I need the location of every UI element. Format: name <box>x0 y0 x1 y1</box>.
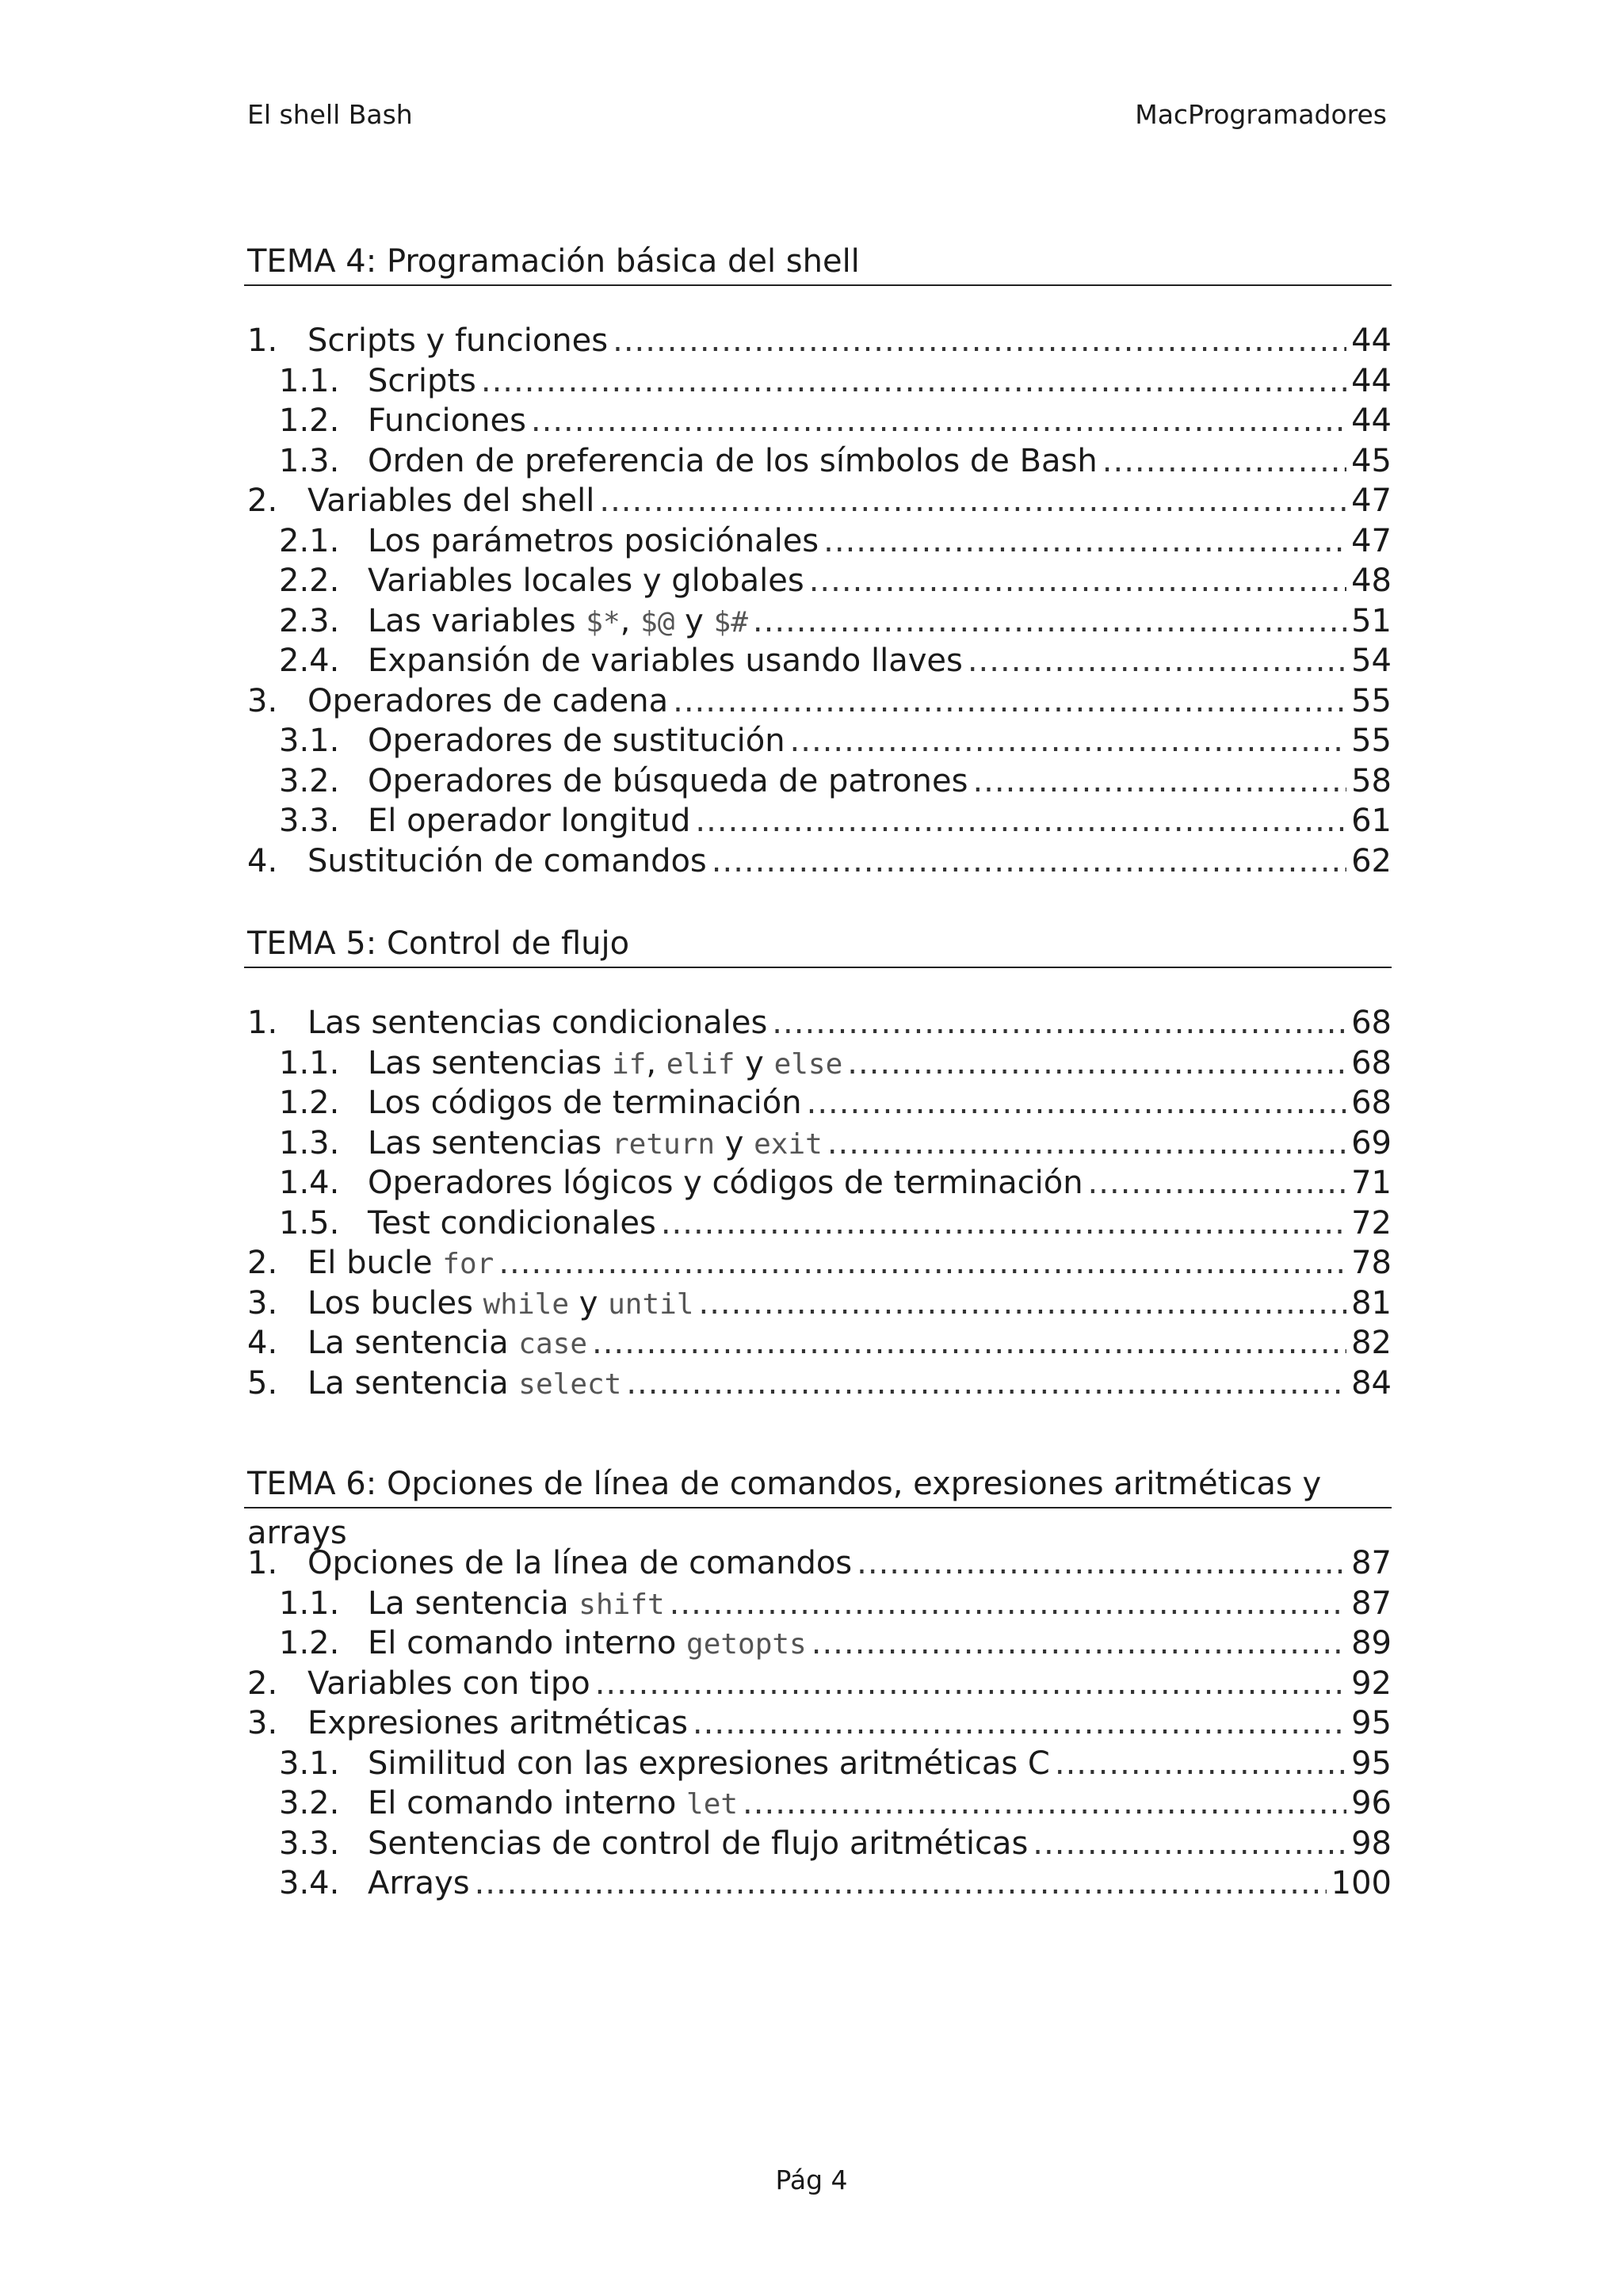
toc-entry-number: 2.3. <box>279 602 340 639</box>
toc-entry <box>244 441 1392 482</box>
toc-entry-page: 68 <box>1351 1085 1392 1121</box>
toc-entry-title <box>368 401 526 441</box>
title-text: Variables locales y globales <box>368 563 804 599</box>
toc-entry-number: 1.3. <box>279 442 340 479</box>
toc-entry <box>244 401 1392 441</box>
toc-entry-page: 54 <box>1351 643 1392 679</box>
title-text: Las sentencias condicionales <box>307 1005 768 1041</box>
toc-entry-line <box>368 1163 1392 1203</box>
code-keyword: $# <box>713 605 748 639</box>
toc-entry <box>244 481 1392 521</box>
toc-entry-line <box>368 1623 1392 1665</box>
toc-entry-title <box>307 1664 590 1704</box>
toc-entry-number: 3. <box>247 1284 278 1322</box>
code-keyword: let <box>686 1788 739 1821</box>
code-keyword: until <box>608 1287 694 1321</box>
dot-leader <box>753 601 1346 642</box>
toc-entry-title <box>307 1003 767 1043</box>
toc-entry <box>244 841 1392 882</box>
toc-entry-line <box>368 1083 1392 1123</box>
code-keyword: exit <box>754 1127 823 1161</box>
toc-entry <box>244 1783 1392 1824</box>
code-keyword: for <box>442 1248 495 1280</box>
toc-entry-line <box>368 1203 1392 1244</box>
toc-entry-line <box>368 1863 1392 1904</box>
dot-leader <box>613 321 1346 361</box>
toc-entry-title <box>368 1623 807 1665</box>
title-text: Arrays <box>368 1865 470 1901</box>
toc-entry-line <box>368 721 1392 761</box>
toc-entry <box>244 1283 1392 1324</box>
toc-entry <box>244 1863 1392 1904</box>
toc-entry-title <box>307 1243 494 1285</box>
toc-entry-line <box>368 601 1392 643</box>
title-text: Scripts <box>368 362 476 399</box>
title-text: y <box>735 1044 774 1081</box>
dot-leader <box>827 1123 1346 1164</box>
toc-entry-number: 3.2. <box>279 1785 340 1821</box>
title-text: Expresiones aritméticas <box>307 1705 688 1741</box>
dot-leader <box>809 561 1346 601</box>
dot-leader <box>807 1083 1346 1123</box>
title-text: Sustitución de comandos <box>307 842 707 879</box>
code-keyword: else <box>773 1047 843 1081</box>
toc-entry-page: 44 <box>1351 362 1392 399</box>
toc-entry-page: 78 <box>1351 1245 1392 1281</box>
toc-entry-number: 4. <box>247 1325 278 1361</box>
toc-entry-page: 55 <box>1351 682 1392 719</box>
dot-leader <box>772 1003 1346 1043</box>
toc-entry-number: 2.1. <box>279 522 340 559</box>
title-text: Los parámetros posiciónales <box>368 522 819 559</box>
title-text: Similitud con las expresiones aritméticas C <box>368 1745 1050 1782</box>
toc-section-tema-5 <box>244 919 1392 1403</box>
toc-entry-page: 89 <box>1351 1625 1392 1661</box>
toc-entry <box>244 521 1392 562</box>
toc-entry-line <box>307 1703 1392 1744</box>
toc-entry-title <box>307 1703 688 1744</box>
toc-entry <box>244 1003 1392 1043</box>
toc-entry-line <box>368 801 1392 841</box>
title-text: Orden de preferencia de los símbolos de Bash <box>368 442 1098 479</box>
title-text: y <box>715 1124 754 1161</box>
toc-entry-title <box>307 1363 621 1405</box>
toc-entry <box>244 1664 1392 1704</box>
toc-entry <box>244 1744 1392 1784</box>
title-text: Sentencias de control de flujo aritméticas <box>368 1825 1029 1862</box>
toc-entry-page: 45 <box>1351 442 1392 479</box>
dot-leader <box>673 681 1346 722</box>
toc-section-tema-4 <box>244 237 1392 881</box>
toc-entry-page: 100 <box>1331 1865 1392 1901</box>
title-text: Operadores de cadena <box>307 682 669 719</box>
toc-entry-page: 62 <box>1351 842 1392 879</box>
title-text: Operadores de búsqueda de patrones <box>368 762 968 799</box>
toc-entry <box>244 801 1392 841</box>
toc-entry <box>244 1824 1392 1864</box>
toc-entry-title <box>368 1043 842 1085</box>
code-keyword: return <box>611 1127 716 1161</box>
toc-entry-page: 44 <box>1351 402 1392 439</box>
title-text: Test condicionales <box>368 1204 656 1241</box>
dot-leader <box>626 1363 1346 1404</box>
toc-entry <box>244 1203 1392 1244</box>
toc-entry-line <box>307 681 1392 722</box>
toc-entry-title <box>368 1824 1028 1864</box>
toc-entry <box>244 1323 1392 1363</box>
toc-entry-page: 55 <box>1351 723 1392 759</box>
toc-entry-line <box>368 1123 1392 1165</box>
toc-entry-title <box>368 561 804 601</box>
toc-entry-page: 87 <box>1351 1545 1392 1581</box>
toc-entry-number: 4. <box>247 842 278 879</box>
dot-leader <box>1033 1824 1346 1864</box>
toc-entry-line <box>307 1003 1392 1043</box>
toc-entry-number: 3. <box>247 682 278 719</box>
toc-entry <box>244 721 1392 761</box>
toc-entry-number: 2. <box>247 482 278 519</box>
toc-entry-line <box>307 1283 1392 1325</box>
toc-entry-line <box>368 441 1392 482</box>
toc-entry-page: 47 <box>1351 482 1392 519</box>
toc-entry-line <box>307 481 1392 521</box>
toc-entry-line <box>368 1783 1392 1825</box>
dot-leader <box>972 761 1346 802</box>
toc-entry-page: 58 <box>1351 762 1392 799</box>
toc-entry-title <box>307 1323 587 1365</box>
toc-entry <box>244 601 1392 642</box>
dot-leader <box>475 1863 1327 1904</box>
dot-leader <box>790 721 1347 761</box>
toc-entry-title <box>368 721 785 761</box>
toc-entry-title <box>368 1584 665 1626</box>
toc-entry-title <box>368 361 476 402</box>
code-keyword: elif <box>666 1047 735 1081</box>
toc-entry-number: 1.1. <box>279 362 340 399</box>
toc-entry <box>244 761 1392 802</box>
toc-entry-number: 3.3. <box>279 803 340 839</box>
toc-entry <box>244 1584 1392 1624</box>
toc-entry-page: 87 <box>1351 1585 1392 1622</box>
running-header-right: MacProgramadores <box>1135 99 1387 130</box>
toc-entry <box>244 321 1392 361</box>
toc-entry-line <box>368 1744 1392 1784</box>
title-text: El bucle <box>307 1245 443 1281</box>
title-text: Los códigos de terminación <box>368 1085 802 1121</box>
title-text: La sentencia <box>368 1585 579 1622</box>
toc-entry-line <box>307 1543 1392 1584</box>
title-text: Operadores lógicos y códigos de terminación <box>368 1165 1083 1201</box>
toc-entry-title <box>307 321 608 361</box>
dot-leader <box>592 1323 1346 1363</box>
toc-entry-number: 3.3. <box>279 1825 340 1862</box>
toc-entry-line <box>368 561 1392 601</box>
toc-entry-title <box>307 1283 693 1325</box>
toc-entry-page: 95 <box>1351 1745 1392 1782</box>
toc-entry-number: 2.4. <box>279 643 340 679</box>
dot-leader <box>1102 441 1346 482</box>
toc-entry-line <box>307 321 1392 361</box>
toc-entry-number: 1.4. <box>279 1165 340 1201</box>
toc-entry-number: 1.5. <box>279 1204 340 1241</box>
section-title: TEMA 4: Programación básica del shell <box>244 237 1392 286</box>
toc-entry <box>244 1043 1392 1084</box>
toc-entries <box>244 1543 1392 1904</box>
toc-entry-title <box>368 1783 738 1825</box>
dot-leader <box>968 641 1346 681</box>
toc-entry-number: 3.4. <box>279 1865 340 1901</box>
title-text: Variables del shell <box>307 482 595 519</box>
toc-entry-line <box>368 1584 1392 1626</box>
toc-entries <box>244 321 1392 881</box>
title-text: El operador longitud <box>368 803 691 839</box>
toc-entry-title <box>368 1163 1083 1203</box>
toc-entry-number: 5. <box>247 1364 278 1402</box>
title-text: Las sentencias <box>368 1124 612 1161</box>
toc-entry-page: 82 <box>1351 1325 1392 1361</box>
dot-leader <box>661 1203 1346 1244</box>
toc-entry-number: 1.2. <box>279 1625 340 1661</box>
toc-entry <box>244 641 1392 681</box>
dot-leader <box>481 361 1346 402</box>
toc-entry <box>244 1083 1392 1123</box>
dot-leader <box>599 481 1346 521</box>
toc-entry-number: 1.1. <box>279 1044 340 1081</box>
toc-entry-page: 51 <box>1351 602 1392 639</box>
toc-entry-title <box>368 641 963 681</box>
toc-entry-line <box>368 1043 1392 1085</box>
dot-leader <box>743 1783 1346 1824</box>
toc-entry-page: 81 <box>1351 1284 1392 1322</box>
code-keyword: $* <box>586 605 621 639</box>
toc-entry-number: 2. <box>247 1245 278 1281</box>
toc-entry-number: 1. <box>247 322 278 359</box>
toc-entry <box>244 561 1392 601</box>
title-text: Variables con tipo <box>307 1665 590 1702</box>
dot-leader <box>857 1543 1346 1584</box>
toc-entry-number: 3.2. <box>279 762 340 799</box>
toc-entry-page: 44 <box>1351 322 1392 359</box>
toc-entry-page: 48 <box>1351 563 1392 599</box>
toc-entry-title <box>307 841 707 882</box>
toc-entry-title <box>368 1083 802 1123</box>
title-text: y <box>674 602 714 639</box>
toc-entry <box>244 1123 1392 1164</box>
toc-entry <box>244 1363 1392 1404</box>
title-text: , <box>620 602 641 639</box>
dot-leader <box>698 1283 1346 1324</box>
toc-entry-number: 1. <box>247 1005 278 1041</box>
toc-entry <box>244 1703 1392 1744</box>
dot-leader <box>670 1584 1346 1624</box>
code-keyword: getopts <box>686 1628 807 1661</box>
toc-entry-page: 84 <box>1351 1364 1392 1402</box>
toc-entry-line <box>368 761 1392 802</box>
toc-entry-line <box>368 1824 1392 1864</box>
title-text: Las variables <box>368 602 586 639</box>
toc-entry-title <box>368 801 690 841</box>
dot-leader <box>1055 1744 1346 1784</box>
code-keyword: if <box>611 1047 647 1081</box>
toc-entry-number: 1.1. <box>279 1585 340 1622</box>
dot-leader <box>1088 1163 1347 1203</box>
toc-entry-page: 95 <box>1351 1705 1392 1741</box>
title-text: Operadores de sustitución <box>368 723 785 759</box>
toc-entries <box>244 1003 1392 1403</box>
toc-entry-title <box>368 1123 823 1165</box>
code-keyword: select <box>518 1367 622 1401</box>
toc-entry-line <box>307 841 1392 882</box>
title-text: Opciones de la línea de comandos <box>307 1545 853 1581</box>
toc-entry-title <box>307 481 594 521</box>
toc-entry-title <box>307 681 668 722</box>
dot-leader <box>595 1664 1346 1704</box>
title-text: Scripts y funciones <box>307 322 609 359</box>
toc-entry-line <box>307 1363 1392 1405</box>
dot-leader <box>847 1043 1346 1084</box>
toc-entry-page: 98 <box>1351 1825 1392 1862</box>
toc-entry-number: 3. <box>247 1705 278 1741</box>
toc-entry-page: 92 <box>1351 1665 1392 1702</box>
toc-entry-number: 1.3. <box>279 1124 340 1161</box>
code-keyword: $@ <box>640 605 675 639</box>
title-text: El comando interno <box>368 1625 687 1661</box>
title-text: Funciones <box>368 402 526 439</box>
dot-leader <box>823 521 1346 562</box>
toc-entry-line <box>307 1664 1392 1704</box>
toc-entry-title <box>368 441 1098 482</box>
code-keyword: shift <box>579 1588 665 1621</box>
code-keyword: while <box>483 1287 569 1321</box>
dot-leader <box>712 841 1346 882</box>
toc-entry-number: 3.1. <box>279 1745 340 1782</box>
title-text: Los bucles <box>307 1284 483 1322</box>
toc-entry-title <box>368 601 748 643</box>
title-text: Expansión de variables usando llaves <box>368 643 963 679</box>
toc-entry <box>244 1163 1392 1203</box>
toc-entry-number: 1. <box>247 1545 278 1581</box>
toc-entry-line <box>368 361 1392 402</box>
title-text: Las sentencias <box>368 1044 612 1081</box>
toc-entry-title <box>368 761 968 802</box>
toc-entry-title <box>368 1744 1050 1784</box>
dot-leader <box>498 1243 1346 1283</box>
toc-entry-title <box>368 521 819 562</box>
dot-leader <box>693 1703 1346 1744</box>
toc-entry-page: 61 <box>1351 803 1392 839</box>
toc-entry-page: 72 <box>1351 1204 1392 1241</box>
toc-entry-line <box>368 641 1392 681</box>
title-text: La sentencia <box>307 1325 519 1361</box>
toc-entry-number: 3.1. <box>279 723 340 759</box>
toc-entry-page: 69 <box>1351 1124 1392 1161</box>
toc-entry <box>244 1543 1392 1584</box>
toc-entry <box>244 361 1392 402</box>
toc-entry-title <box>368 1203 656 1244</box>
toc-entry-number: 2. <box>247 1665 278 1702</box>
page-number: Pág 4 <box>775 2164 848 2195</box>
toc-entry-number: 1.2. <box>279 1085 340 1121</box>
toc-entry <box>244 1243 1392 1283</box>
dot-leader <box>695 801 1346 841</box>
toc-entry-page: 96 <box>1351 1785 1392 1821</box>
toc-section-tema-6 <box>244 1459 1392 1904</box>
toc-entry-page: 68 <box>1351 1044 1392 1081</box>
dot-leader <box>812 1623 1346 1664</box>
toc-entry <box>244 681 1392 722</box>
section-title: TEMA 6: Opciones de línea de comandos, expresiones aritméticas y arrays <box>244 1459 1392 1508</box>
toc-entry-line <box>307 1323 1392 1365</box>
toc-entry-line <box>307 1243 1392 1285</box>
code-keyword: case <box>518 1328 587 1360</box>
toc-entry-page: 71 <box>1351 1165 1392 1201</box>
running-header-left: El shell Bash <box>247 99 413 130</box>
section-title: TEMA 5: Control de flujo <box>244 919 1392 968</box>
toc-entry-number: 1.2. <box>279 402 340 439</box>
title-text: y <box>569 1284 609 1322</box>
toc-entry-number: 2.2. <box>279 563 340 599</box>
title-text: El comando interno <box>368 1785 687 1821</box>
toc-entry-title <box>307 1543 852 1584</box>
title-text: , <box>646 1044 666 1081</box>
toc-entry-page: 68 <box>1351 1005 1392 1041</box>
title-text: La sentencia <box>307 1364 519 1402</box>
toc-entry-page: 47 <box>1351 522 1392 559</box>
toc-entry-line <box>368 521 1392 562</box>
toc-entry-title <box>368 1863 470 1904</box>
toc-entry <box>244 1623 1392 1664</box>
toc-entry-line <box>368 401 1392 441</box>
dot-leader <box>531 401 1346 441</box>
